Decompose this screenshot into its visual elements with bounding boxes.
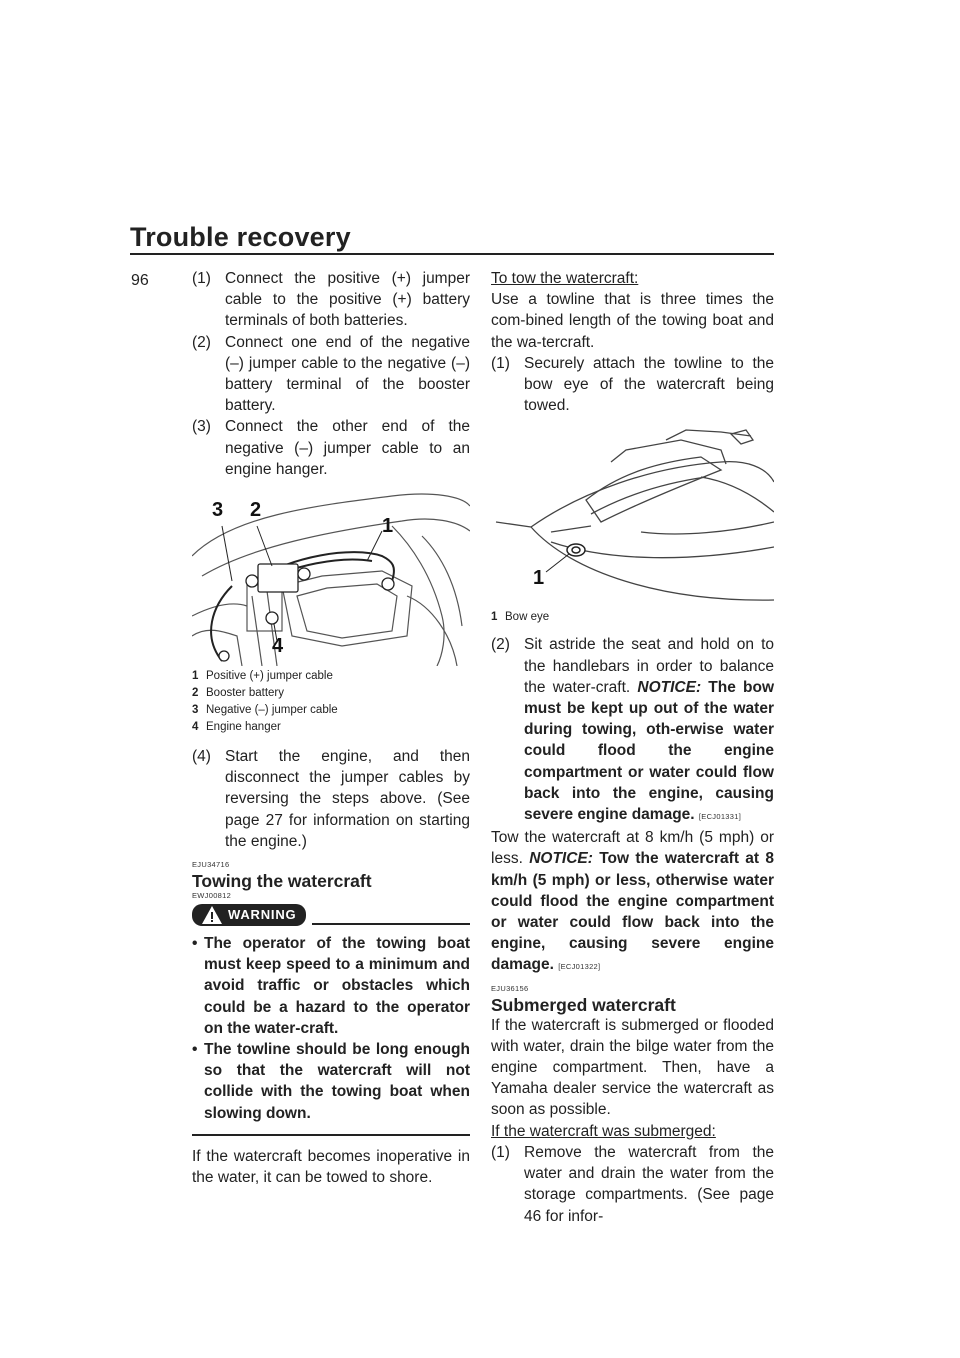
notice-code: [ECJ01322] bbox=[558, 962, 601, 972]
submerged-paragraph: If the watercraft is submerged or flooded with water, drain the bilge water from the engine compartment. Then, have a Yamaha dealer service the watercraft as soon as possible. bbox=[491, 1016, 774, 1119]
warning-badge: WARNING bbox=[192, 904, 306, 926]
callout-label: 2 bbox=[250, 499, 262, 522]
step-item: (3) Connect the other end of the negative (–) jumper cable to an engine hanger. bbox=[192, 418, 470, 478]
left-column bbox=[192, 268, 470, 1188]
callout-label: 3 bbox=[212, 499, 224, 522]
step-item: (1) Connect the positive (+) jumper cable to the positive (+) battery terminals of both batteries. bbox=[192, 270, 470, 330]
notice-label: NOTICE: bbox=[529, 850, 593, 868]
tow-speed-paragraph: Tow the watercraft at 8 km/h (5 mph) or less. NOTICE: Tow the watercraft at 8 km/h (5 mph) or less, otherwise water could flood the engine compartment or water could flow back into the engine, causing severe engine damage. [ECJ01322] bbox=[491, 829, 775, 974]
notice-text: The bow must be kept up out of the water during towing, oth-erwise water could flood the engine compartment or water could flow back into the engine, causing severe engine damage. bbox=[524, 678, 775, 824]
section-code: EJU36156 bbox=[491, 983, 529, 993]
warning-triangle-icon bbox=[201, 905, 223, 925]
notice-text: Tow the watercraft at 8 km/h (5 mph) or less, otherwise water could flood the engine compartment or water could flow back into the engine, causing severe engine damage. bbox=[491, 850, 775, 974]
step-item: (4) Start the engine, and then disconnect the jumper cables by reversing the steps above. (See page 27 for information on starting the engine.) bbox=[192, 748, 470, 850]
tow-subheading: To tow the watercraft: bbox=[491, 270, 639, 287]
figure-legend bbox=[192, 668, 470, 736]
submerged-subheading: If the watercraft was submerged: bbox=[491, 1122, 716, 1140]
warning-code: EWJ00812 bbox=[192, 891, 232, 901]
step-item: (2) Connect one end of the negative (–) jumper cable to the negative (–) battery terminal of the booster battery. bbox=[192, 333, 470, 415]
notice-label: NOTICE: bbox=[637, 678, 702, 696]
jumper-cable-figure bbox=[192, 486, 470, 666]
page-number: 96 bbox=[131, 272, 149, 289]
warning-list bbox=[192, 933, 470, 1124]
legend-item: 1 Positive (+) jumper cable bbox=[192, 670, 333, 683]
page-title: Trouble recovery bbox=[130, 222, 351, 252]
warning-box bbox=[192, 903, 470, 1136]
section-heading-submerged: Submerged watercraft bbox=[491, 994, 676, 1015]
towing-paragraph: If the watercraft becomes inoperative in the water, it can be towed to shore. bbox=[192, 1147, 470, 1187]
callout-label: 4 bbox=[272, 635, 284, 658]
legend-item: 1 Bow eye bbox=[491, 611, 550, 624]
bow-eye-figure bbox=[491, 422, 774, 607]
tow-intro: Use a towline that is three times the com-bined length of the towing boat and the wa-tercraft. bbox=[491, 291, 774, 351]
callout-label: 1 bbox=[382, 515, 394, 538]
list-item: • The operator of the towing boat must keep speed to a minimum and avoid traffic or obstacles which could be a hazard to the operator on the water-craft. bbox=[192, 933, 470, 1039]
step-item: (1) Securely attach the towline to the bow eye of the watercraft being towed. bbox=[491, 354, 774, 415]
jumper-cable-illustration bbox=[192, 486, 470, 666]
legend-item: 2 Booster battery bbox=[192, 687, 284, 700]
figure-legend bbox=[491, 609, 774, 626]
notice-code: [ECJ01331] bbox=[698, 812, 742, 822]
section-code: EJU34716 bbox=[192, 860, 230, 870]
step-item: (1) Remove the watercraft from the water and drain the water from the storage compartments. (See page 46 for infor- bbox=[491, 1143, 774, 1225]
right-column bbox=[491, 268, 774, 1227]
header-rule bbox=[130, 253, 774, 255]
callout-label: 1 bbox=[533, 567, 545, 590]
step-item: (2) Sit astride the seat and hold on to the handlebars in order to balance the water-craft. NOTICE: The bow must be kept up out of the water during towing, oth-erwise water could flood the engine compartment or water could flow back into the engine, causing severe engine damage. [ECJ01331] bbox=[491, 636, 775, 824]
list-item: • The towline should be long enough so that the watercraft will not collide with the towing boat when slowing down. bbox=[192, 1039, 470, 1124]
legend-item: 3 Negative (–) jumper cable bbox=[192, 704, 338, 717]
section-heading-towing: Towing the watercraft bbox=[192, 871, 372, 892]
legend-item: 4 Engine hanger bbox=[192, 721, 281, 734]
